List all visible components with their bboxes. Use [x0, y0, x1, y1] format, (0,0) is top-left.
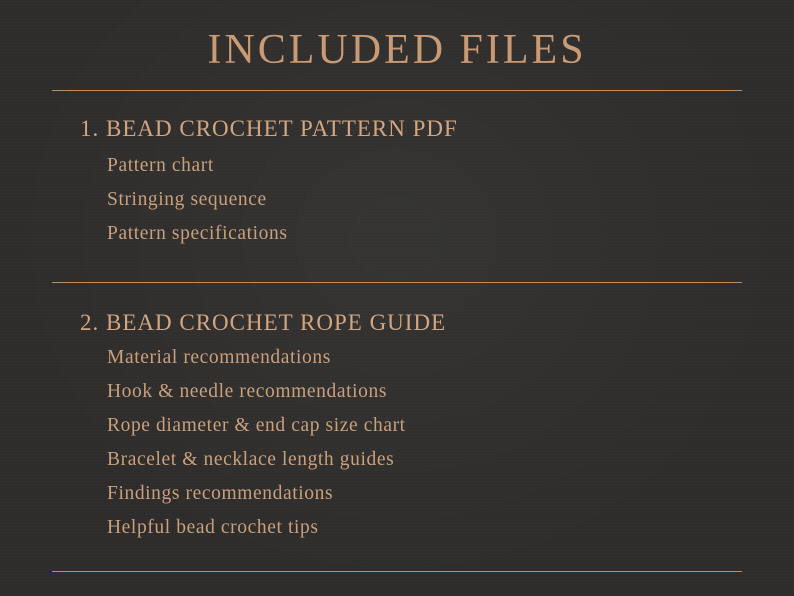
- divider-bottom: [52, 571, 742, 572]
- list-item: Hook & needle recommendations: [107, 381, 388, 402]
- section-heading: 1. BEAD CROCHET PATTERN PDF: [80, 116, 458, 141]
- list-item: Helpful bead crochet tips: [107, 517, 319, 538]
- divider-top: [52, 90, 742, 91]
- file-contents-list: [80, 341, 740, 545]
- page-title: INCLUDED FILES: [207, 27, 587, 73]
- section-heading: 2. BEAD CROCHET ROPE GUIDE: [80, 310, 447, 335]
- list-item: Findings recommendations: [107, 483, 334, 504]
- list-item: Pattern specifications: [107, 223, 288, 244]
- list-item: Rope diameter & end cap size chart: [107, 415, 406, 436]
- section-rope-guide: [80, 310, 740, 545]
- divider-middle: [52, 282, 742, 283]
- file-contents-list: [80, 149, 740, 251]
- section-pattern-pdf: [80, 116, 740, 251]
- list-item: Pattern chart: [107, 155, 214, 176]
- list-item: Material recommendations: [107, 347, 331, 368]
- list-item: Stringing sequence: [107, 189, 267, 210]
- list-item: Bracelet & necklace length guides: [107, 449, 395, 470]
